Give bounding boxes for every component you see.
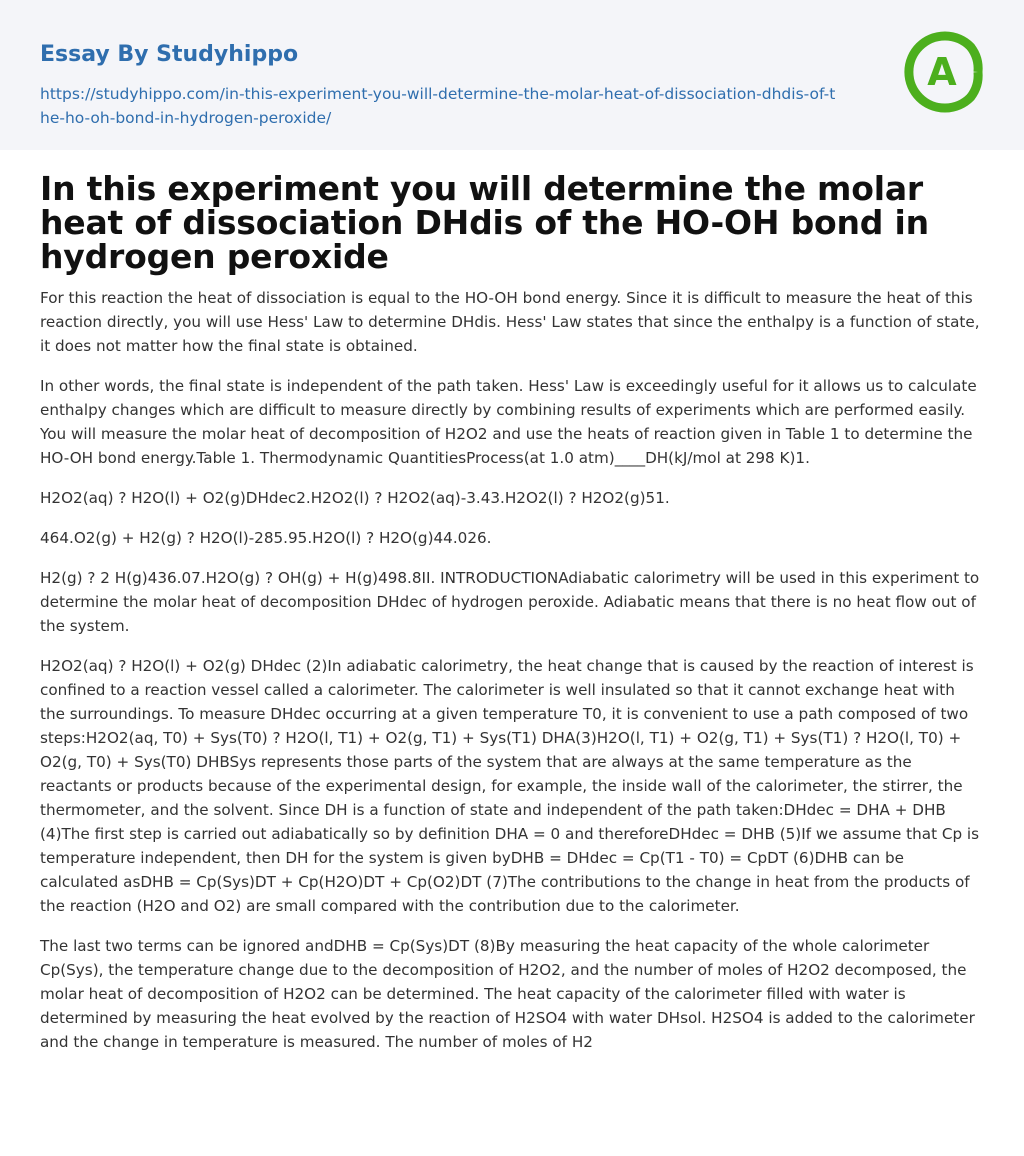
essay-url-link[interactable]: https://studyhippo.com/in-this-experiment-you-will-determine-the-molar-heat-of-dissociation-dhdis-of-the-ho-oh-bond-in-hydrogen-peroxide/ — [40, 85, 836, 127]
article-title: In this experiment you will determine the molar heat of dissociation DHdis of the HO-OH bond in hydrogen peroxide — [40, 169, 929, 276]
article-paragraph: For this reaction the heat of dissociation is equal to the HO-OH bond energy. Since it is difficult to measure the heat of this reaction directly, you will use Hess' Law to determine DHdis. Hess' Law states that since the enthalpy is a function of state, it does not matter how the final state is obtained. — [40, 289, 980, 355]
site-header — [0, 0, 1024, 150]
article-paragraph: H2O2(aq) ? H2O(l) + O2(g)DHdec2.H2O2(l) ? H2O2(aq)-3.43.H2O2(l) ? H2O2(g)51. — [40, 489, 670, 507]
article-body — [0, 169, 1024, 1054]
article-paragraph: 464.O2(g) + H2(g) ? H2O(l)-285.95.H2O(l) ? H2O(g)44.026. — [40, 529, 492, 547]
article-paragraph: H2O2(aq) ? H2O(l) + O2(g) DHdec (2)In adiabatic calorimetry, the heat change that is caused by the reaction of interest is confined to a reaction vessel called a calorimeter. The calorimeter is well insulated so that it cannot exchange heat with the surroundings. To measure DHdec occurring at a given temperature T0, it is convenient to use a path composed of two steps:H2O2(aq, T0) + Sys(T0) ? H2O(l, T1) + O2(g, T1) + Sys(T1) DHA(3)H2O(l, T1) + O2(g, T1) + Sys(T1) ? H2O(l, T0) + O2(g, T0) + Sys(T0) DHBSys represents those parts of the system that are always at the same temperature as the reactants or products because of the experimental design, for example, the inside wall of the calorimeter, the stirrer, the thermometer, and the solvent. Since DH is a function of state and independent of the path taken:DHdec = DHA + DHB (4)The first step is carried out adiabatically so by definition DHA = 0 and thereforeDHdec = DHB (5)If we assume that Cp is temperature independent, then DH for the system is given byDHB = DHdec = Cp(T1 - T0) = CpDT (6)DHB can be calculated asDHB = Cp(Sys)DT + Cp(H2O)DT + Cp(O2)DT (7)The contributions to the change in heat from the products of the reaction (H2O and O2) are small compared with the contribution due to the calorimeter. — [40, 657, 980, 915]
article-paragraph: H2(g) ? 2 H(g)436.07.H2O(g) ? OH(g) + H(g)498.8II. INTRODUCTIONAdiabatic calorimetry will be used in this experiment to determine the molar heat of decomposition DHdec of hydrogen peroxide. Adiabatic means that there is no heat flow out of the system. — [40, 569, 980, 635]
article-paragraph: The last two terms can be ignored andDHB = Cp(Sys)DT (8)By measuring the heat capacity of the whole calorimeter Cp(Sys), the temperature change due to the decomposition of H2O2, and the number of moles of H2O2 decomposed, the molar heat of decomposition of H2O2 can be determined. The heat capacity of the calorimeter filled with water is determined by measuring the heat evolved by the reaction of H2SO4 with water DHsol. H2SO4 is added to the calorimeter and the change in temperature is measured. The number of moles of H2 — [40, 937, 975, 1051]
article-paragraph: In other words, the final state is independent of the path taken. Hess' Law is exceedingly useful for it allows us to calculate enthalpy changes which are difficult to measure directly by combining results of experiments which are performed easily. You will measure the molar heat of decomposition of H2O2 and use the heats of reaction given in Table 1 to determine the HO-OH bond energy.Table 1. Thermodynamic QuantitiesProcess(at 1.0 atm)____DH(kJ/mol at 298 K)1. — [40, 377, 977, 467]
studyhippo-logo-icon[interactable] — [898, 28, 986, 116]
site-brand[interactable]: Essay By Studyhippo — [40, 42, 299, 67]
logo-letter: A — [927, 50, 957, 94]
